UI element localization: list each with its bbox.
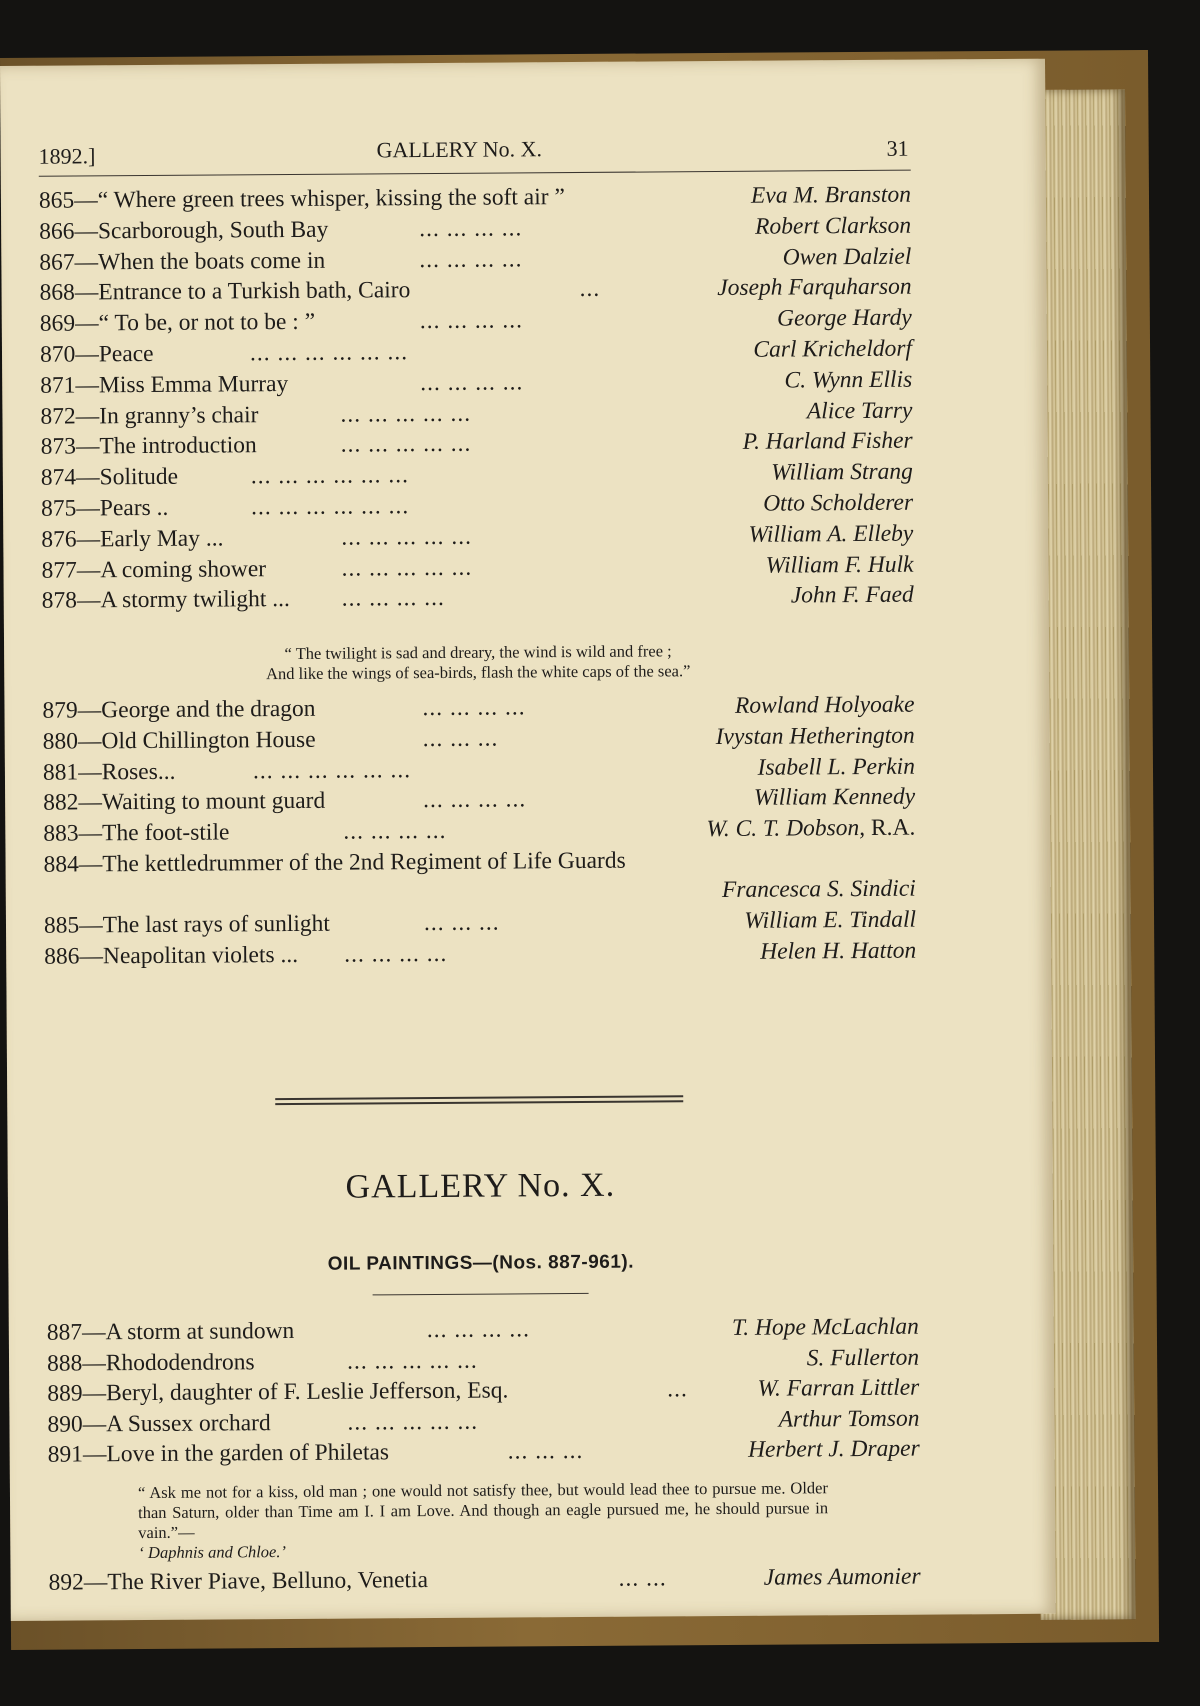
section-rule-top [275, 1095, 683, 1099]
entry-title: Beryl, daughter of F. Leslie Jefferson, Esq. [105, 1377, 509, 1407]
entry-title: “ Where green trees whisper, kissing the soft air ” [97, 184, 565, 214]
entry-title: When the boats come in [98, 247, 326, 275]
catalogue-entry-892: 892—The River Piave, Belluno, Venetia ... ... James Aumonier [48, 1563, 921, 1596]
entry-leader-dots: ... ... ... ... ... [340, 400, 472, 428]
entry-artist: P. Harland Fisher [742, 428, 913, 456]
page-number: 31 [886, 135, 909, 161]
catalogue-entry-887: 887—A storm at sundown ... ... ... ... T. Hope McLachlan [46, 1313, 919, 1346]
entry-title: Solitude [99, 463, 179, 491]
entry-title: In granny’s chair [99, 401, 259, 429]
entry-number: 869 [39, 310, 76, 337]
entry-artist: William Strang [771, 458, 913, 486]
entry-title: Pears .. [99, 494, 169, 522]
entry-artist: James Aumonier [763, 1563, 921, 1591]
entry-number: 877 [41, 557, 77, 584]
entry-artist: John F. Faed [790, 582, 914, 609]
quote-878-line-1: “ The twilight is sad and dreary, the wind is wild and free ; [284, 641, 672, 664]
quote-891-source: ‘ Daphnis and Chloe.’ [138, 1542, 287, 1563]
entry-title: Old Chillington House [101, 726, 316, 755]
catalogue-entry-885: 885—The last rays of sunlight ... ... ... William E. Tindall [43, 906, 917, 939]
entry-artist: George Hardy [777, 304, 912, 332]
entry-number: 881 [42, 759, 79, 786]
entry-leader-dots: ... ... ... ... ... ... [249, 339, 409, 367]
catalogue-entry-874: 874—Solitude ... ... ... ... ... ... William Strang [40, 458, 913, 491]
entry-title: A storm at sundown [105, 1317, 295, 1346]
entry-title: Neapolitan violets ... [102, 941, 299, 970]
entry-number: 886 [44, 943, 80, 970]
entry-number: 889 [47, 1380, 83, 1407]
entry-leader-dots: ... ... ... ... ... [341, 523, 473, 551]
entry-leader-dots: ... ... ... ... ... [347, 1408, 479, 1436]
catalogue-entry-871: 871—Miss Emma Murray ... ... ... ... C. Wynn Ellis [40, 366, 913, 399]
entry-leader-dots: ... ... ... ... [426, 1316, 531, 1344]
entry-title: Waiting to mount guard [101, 788, 326, 816]
catalogue-entry-882: 882—Waiting to mount guard ... ... ... ... William Kennedy [43, 784, 916, 817]
entry-artist-suffix: R.A. [864, 814, 916, 842]
entry-number: 879 [42, 697, 78, 724]
entry-artist: Carl Kricheldorf [753, 335, 913, 363]
entry-artist: W. Farran Littler [757, 1374, 920, 1402]
entry-title: George and the dragon [101, 695, 316, 724]
catalogue-entry-888: 888—Rhododendrons ... ... ... ... ... S. Fullerton [46, 1344, 920, 1377]
subheading-rule [373, 1293, 589, 1296]
entry-leader-dots: ... ... ... ... [341, 585, 445, 613]
entry-artist: C. Wynn Ellis [784, 366, 913, 394]
entry-artist: William A. Elleby [748, 520, 914, 548]
entry-leader-dots: ... [579, 276, 601, 303]
entry-number: 866 [39, 218, 75, 245]
entry-leader-dots: ... ... ... ... ... ... [250, 493, 410, 521]
entry-title: Scarborough, South Bay [97, 216, 329, 245]
catalogue-entry-889: 889—Beryl, daughter of F. Leslie Jefferson, Esq. ... W. Farran Littler [47, 1374, 920, 1407]
entry-number: 888 [46, 1349, 83, 1377]
entry-artist: T. Hope McLachlan [731, 1313, 919, 1341]
entry-leader-dots: ... ... ... ... [344, 940, 448, 968]
entry-title: Miss Emma Murray [98, 370, 289, 399]
catalogue-entry-878: 878—A stormy twilight ... ... ... ... ... John F. Faed [41, 582, 914, 615]
catalogue-entry-879: 879—George and the dragon ... ... ... ... Rowland Holyoake [42, 691, 915, 724]
catalogue-entry-876: 876—Early May ... ... ... ... ... ... William A. Elleby [41, 520, 914, 553]
quote-891 [138, 1478, 829, 1563]
quote-878 [42, 640, 914, 686]
section-rule-bottom [275, 1100, 683, 1104]
catalogue-entry-884: 884—The kettledrummer of the 2nd Regiment of Life Guards [43, 847, 626, 878]
catalogue-entry-872: 872—In granny’s chair ... ... ... ... ... Alice Tarry [40, 397, 913, 430]
quote-891-text: “ Ask me not for a kiss, old man ; one would not satisfy thee, but would lead thee to pursue me. Older than Saturn, older than Time am I. I am Love. And though an eagle pursued me, he should pursue in vain.”— [137, 1478, 829, 1543]
entry-title: Early May ... [99, 525, 224, 553]
entry-number: 880 [42, 728, 79, 755]
entry-title: Roses... [101, 758, 176, 785]
entry-number: 887 [46, 1319, 83, 1346]
entry-number: 876 [41, 526, 77, 553]
entry-title: A stormy twilight ... [100, 586, 290, 614]
entry-title: “ To be, or not to be : ” [98, 308, 316, 337]
entry-leader-dots: ... ... ... ... [423, 786, 527, 814]
entry-leader-dots: ... ... ... ... [343, 818, 447, 845]
entry-artist: Ivystan Hetherington [715, 722, 915, 750]
entry-number: 871 [40, 372, 76, 399]
entry-number: 874 [40, 464, 77, 491]
header-rule [39, 170, 911, 177]
entry-artist: William F. Hulk [765, 551, 914, 579]
entry-title: The last rays of sunlight [102, 910, 330, 939]
entry-leader-dots: ... [667, 1376, 688, 1403]
entry-title: The River Piave, Belluno, Venetia [107, 1567, 429, 1596]
entry-artist: Robert Clarkson [755, 212, 912, 240]
entry-number: 878 [41, 587, 78, 615]
entry-title: Peace [98, 340, 154, 368]
entry-leader-dots: ... ... ... ... [419, 215, 523, 242]
entry-leader-dots: ... ... ... ... ... ... [252, 756, 412, 784]
entry-title: The introduction [99, 432, 257, 460]
entry-leader-dots: ... ... ... ... [419, 307, 524, 335]
entry-number: 882 [43, 789, 79, 817]
catalogue-entry-891: 891—Love in the garden of Philetas ... ... ... Herbert J. Draper [47, 1435, 920, 1468]
entry-leader-dots: ... ... ... [422, 725, 499, 752]
entry-number: 873 [40, 433, 77, 461]
entry-number: 865 [38, 187, 75, 214]
catalogue-entry-866: 866—Scarborough, South Bay ... ... ... ... Robert Clarkson [39, 212, 912, 245]
catalogue-entry-865: 865—“ Where green trees whisper, kissing the soft air ” Eva M. Branston [38, 181, 912, 214]
entry-artist: S. Fullerton [806, 1344, 920, 1371]
section-heading: GALLERY No. X. [345, 1166, 616, 1206]
catalogue-entry-881: 881—Roses... ... ... ... ... ... ... Isabell L. Perkin [42, 753, 916, 786]
entry-artist: Isabell L. Perkin [757, 753, 916, 781]
catalogue-entry-877: 877—A coming shower ... ... ... ... ... William F. Hulk [41, 551, 914, 584]
catalogue-entry-873: 873—The introduction ... ... ... ... ... P. Harland Fisher [40, 428, 913, 461]
catalogue-entry-890: 890—A Sussex orchard ... ... ... ... ... Arthur Tomson [47, 1405, 920, 1438]
catalogue-entry-867: 867—When the boats come in ... ... ... ... Owen Dalziel [39, 243, 912, 276]
entry-number: 872 [40, 403, 76, 430]
catalogue-entry-870: 870—Peace ... ... ... ... ... ... Carl Kricheldorf [39, 335, 913, 368]
entry-title: Rhododendrons [105, 1348, 255, 1376]
quote-878-line-2: And like the wings of sea-birds, flash the white caps of the sea.” [266, 661, 691, 684]
entry-number: 885 [43, 912, 80, 939]
entry-artist: Otto Scholderer [763, 489, 914, 517]
entry-title: The foot-stile [102, 819, 230, 847]
section-subheading: OIL PAINTINGS—(Nos. 887-961). [327, 1251, 635, 1275]
entry-number: 875 [41, 495, 77, 522]
entry-number: 891 [47, 1441, 84, 1468]
entry-artist: Herbert J. Draper [747, 1435, 920, 1463]
entry-number: 892 [48, 1569, 84, 1596]
catalogue-entry-880: 880—Old Chillington House ... ... ... Ivystan Hetherington [42, 722, 915, 755]
entry-artist: Eva M. Branston [750, 181, 912, 209]
entry-title: Entrance to a Turkish bath, Cairo [98, 277, 411, 306]
entry-artist: William E. Tindall [744, 906, 917, 934]
entry-number: 884 [43, 851, 79, 878]
catalogue-entry-884-artist-line [44, 874, 916, 910]
entry-number: 870 [39, 341, 76, 368]
entry-artist: Arthur Tomson [778, 1405, 920, 1433]
entry-title: Love in the garden of Philetas [106, 1439, 390, 1468]
entry-leader-dots: ... ... ... [423, 909, 500, 937]
entry-leader-dots: ... ... ... ... ... ... [250, 462, 410, 490]
entry-leader-dots: ... ... ... ... ... [340, 431, 472, 459]
entry-artist: Francesca S. Sindici [721, 875, 916, 903]
entry-leader-dots: ... ... ... [507, 1437, 584, 1465]
catalogue-entry-883: 883—The foot-stile ... ... ... ... W. C. T. Dobson, R.A. [43, 814, 916, 847]
entry-title: The kettledrummer of the 2nd Regiment of Life Guards [102, 847, 626, 878]
entry-artist: Helen H. Hatton [760, 937, 917, 965]
catalogue-entry-886: 886—Neapolitan violets ... ... ... ... ... Helen H. Hatton [44, 937, 917, 970]
entry-leader-dots: ... ... ... ... ... [341, 554, 473, 582]
book-page [0, 59, 1056, 1621]
entry-leader-dots: ... ... [618, 1565, 667, 1592]
header-year: 1892.] [38, 143, 96, 169]
entry-title: A coming shower [100, 555, 267, 583]
header-title: GALLERY No. X. [376, 136, 543, 163]
entry-number: 883 [43, 820, 79, 847]
entry-artist: Joseph Farquharson [717, 274, 912, 302]
entry-leader-dots: ... ... ... ... ... [346, 1347, 478, 1375]
entry-leader-dots: ... ... ... ... [419, 245, 523, 273]
entry-artist: Rowland Holyoake [734, 691, 915, 719]
entry-number: 890 [47, 1410, 83, 1438]
entry-artist: William Kennedy [753, 784, 916, 812]
entry-leader-dots: ... ... ... ... [422, 694, 526, 722]
entry-number: 867 [39, 249, 75, 276]
catalogue-entry-868: 868—Entrance to a Turkish bath, Cairo ... Joseph Farquharson [39, 274, 912, 307]
catalogue-entry-869: 869—“ To be, or not to be : ” ... ... ... ... George Hardy [39, 304, 912, 337]
catalogue-entry-875: 875—Pears .. ... ... ... ... ... ... Otto Scholderer [41, 489, 914, 522]
entry-artist: Alice Tarry [806, 397, 913, 424]
entry-number: 868 [39, 279, 75, 307]
entry-leader-dots: ... ... ... ... [420, 369, 524, 396]
entry-artist: Owen Dalziel [782, 243, 912, 271]
entry-title: A Sussex orchard [106, 1409, 271, 1437]
entry-artist: W. C. T. Dobson, [706, 815, 866, 843]
